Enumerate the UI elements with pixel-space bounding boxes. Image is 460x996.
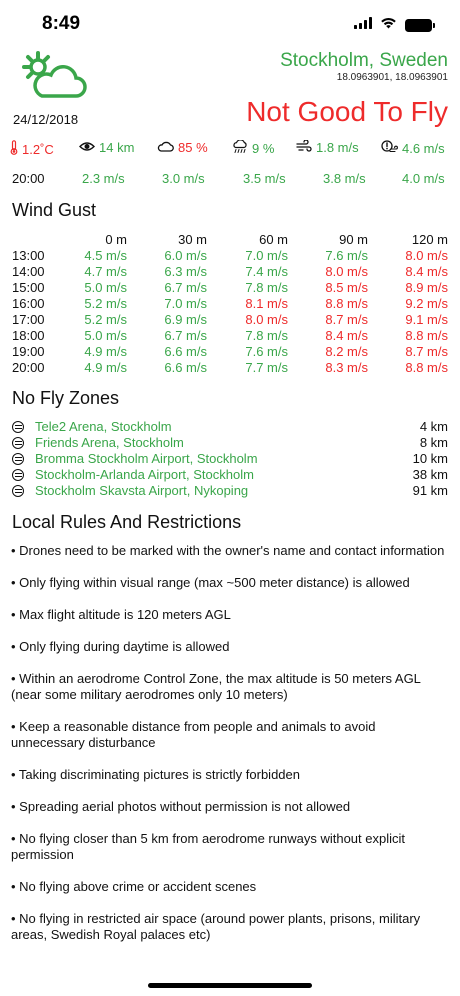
precipitation-stat <box>232 140 274 157</box>
wifi-icon <box>380 16 397 34</box>
rule-item: • Taking discriminating pictures is strictly forbidden <box>11 767 300 782</box>
location-name: Stockholm, Sweden <box>280 50 448 71</box>
wind-row-time: 20:00 <box>12 171 45 186</box>
zone-distance: 91 km <box>412 483 448 498</box>
wind-value-120m: 4.0 m/s <box>402 171 445 186</box>
row-time: 15:00 <box>12 280 45 295</box>
no-entry-icon <box>12 421 24 433</box>
wind-stat <box>296 140 359 155</box>
local-rules-title: Local Rules And Restrictions <box>12 512 242 532</box>
rule-item: • Keep a reasonable distance from people and animals to avoid unnecessary disturbance <box>11 719 376 750</box>
gust-value: 8.4 m/s <box>325 328 368 343</box>
no-entry-icon <box>12 485 24 497</box>
gust-value: 8.9 m/s <box>405 280 448 295</box>
gust-value: 8.8 m/s <box>325 296 368 311</box>
row-time: 14:00 <box>12 264 45 279</box>
zone-name: Stockholm Skavsta Airport, Nykoping <box>35 483 249 498</box>
wind-gust-title: Wind Gust <box>12 200 97 220</box>
gust-value: 6.7 m/s <box>164 280 207 295</box>
rule-item: • Within an aerodrome Control Zone, the max altitude is 50 meters AGL (near some military aerodromes only 10 meters) <box>11 671 421 702</box>
gust-value: 6.9 m/s <box>164 312 207 327</box>
row-time: 19:00 <box>12 344 45 359</box>
temperature-value: 1.2˚C <box>22 141 54 157</box>
gust-value: 6.6 m/s <box>164 344 207 359</box>
gust-value: 8.7 m/s <box>325 312 368 327</box>
gust-value: 6.6 m/s <box>164 360 207 375</box>
gust-value: 4.6 m/s <box>402 141 445 156</box>
gust-value: 8.8 m/s <box>405 360 448 375</box>
column-header: 0 m <box>105 232 127 247</box>
no-entry-icon <box>12 469 24 481</box>
gust-value: 7.7 m/s <box>245 360 288 375</box>
gust-value: 8.4 m/s <box>405 264 448 279</box>
gust-value: 7.0 m/s <box>164 296 207 311</box>
cellular-signal-icon <box>354 16 372 34</box>
zone-name: Friends Arena, Stockholm <box>35 435 184 450</box>
battery-icon <box>405 19 432 32</box>
no-fly-zone-item[interactable] <box>0 435 460 451</box>
status-bar <box>0 0 460 48</box>
gust-value: 8.5 m/s <box>325 280 368 295</box>
gust-value: 8.3 m/s <box>325 360 368 375</box>
rule-item: • No flying in restricted air space (around power plants, prisons, military areas, Swedish Royal palaces etc) <box>11 911 421 942</box>
gust-value: 8.0 m/s <box>245 312 288 327</box>
no-fly-zones-title: No Fly Zones <box>12 388 120 408</box>
cloud-cover-value: 85 % <box>178 140 208 155</box>
row-time: 20:00 <box>12 360 45 375</box>
table-row <box>0 264 460 280</box>
wind-gust-rows <box>0 248 460 376</box>
gust-value: 7.8 m/s <box>245 328 288 343</box>
gust-value: 6.0 m/s <box>164 248 207 263</box>
table-header-row <box>0 232 460 248</box>
no-entry-icon <box>12 437 24 449</box>
forecast-date: 24/12/2018 <box>13 112 79 127</box>
gust-value: 9.1 m/s <box>405 312 448 327</box>
gust-value: 4.7 m/s <box>84 264 127 279</box>
gust-value: 5.0 m/s <box>84 280 127 295</box>
wind-value-0m: 2.3 m/s <box>82 171 125 186</box>
local-rules-list <box>11 543 449 959</box>
gust-value: 8.0 m/s <box>405 248 448 263</box>
temperature-stat <box>10 140 54 158</box>
column-header: 90 m <box>339 232 368 247</box>
cloud-cover-stat <box>157 140 208 155</box>
location-coordinates: 18.0963901, 18.0963901 <box>336 72 448 83</box>
gust-value: 7.8 m/s <box>245 280 288 295</box>
column-header: 60 m <box>259 232 288 247</box>
gust-value: 5.2 m/s <box>84 312 127 327</box>
row-time: 16:00 <box>12 296 45 311</box>
gust-stat <box>381 140 445 157</box>
gust-value: 4.9 m/s <box>84 360 127 375</box>
gust-value: 8.7 m/s <box>405 344 448 359</box>
gust-value: 7.6 m/s <box>325 248 368 263</box>
rule-item: • Only flying within visual range (max ~500 meter distance) is allowed <box>11 575 410 590</box>
visibility-stat <box>79 140 134 155</box>
gust-value: 8.2 m/s <box>325 344 368 359</box>
zone-distance: 4 km <box>419 419 448 434</box>
column-header: 120 m <box>411 232 448 247</box>
gust-value: 8.8 m/s <box>405 328 448 343</box>
gust-value: 7.6 m/s <box>245 344 288 359</box>
gust-value: 5.2 m/s <box>84 296 127 311</box>
zone-name: Tele2 Arena, Stockholm <box>35 419 172 434</box>
gust-value: 5.0 m/s <box>84 328 127 343</box>
gust-icon <box>381 140 398 157</box>
fly-verdict: Not Good To Fly <box>246 96 448 127</box>
wind-value: 1.8 m/s <box>316 140 359 155</box>
eye-icon <box>79 140 95 155</box>
zone-name: Stockholm-Arlanda Airport, Stockholm <box>35 467 254 482</box>
visibility-value: 14 km <box>99 140 135 155</box>
gust-value: 4.9 m/s <box>84 344 127 359</box>
table-row <box>0 328 460 344</box>
rule-item: • No flying closer than 5 km from aerodrome runways without explicit permission <box>11 831 405 862</box>
row-time: 13:00 <box>12 248 45 263</box>
rule-item: • No flying above crime or accident scenes <box>11 879 257 894</box>
gust-value: 6.3 m/s <box>164 264 207 279</box>
no-fly-zone-list <box>0 419 460 499</box>
wind-value-90m: 3.8 m/s <box>323 171 366 186</box>
table-row <box>0 312 460 328</box>
status-time: 8:49 <box>42 13 81 34</box>
weather-stats <box>0 140 460 160</box>
rule-item: • Only flying during daytime is allowed <box>11 639 230 654</box>
gust-value: 7.4 m/s <box>245 264 288 279</box>
gust-value: 6.7 m/s <box>164 328 207 343</box>
wind-icon <box>296 140 312 155</box>
wind-value-30m: 3.0 m/s <box>162 171 205 186</box>
rule-item: • Spreading aerial photos without permission is not allowed <box>11 799 351 814</box>
rule-item: • Drones need to be marked with the owner's name and contact information <box>11 543 445 558</box>
partly-cloudy-icon <box>20 50 88 102</box>
zone-distance: 8 km <box>419 435 448 450</box>
cloud-icon <box>157 140 174 155</box>
table-row <box>0 248 460 264</box>
zone-distance: 38 km <box>412 467 448 482</box>
rain-cloud-icon <box>232 140 248 157</box>
table-row <box>0 360 460 376</box>
column-header: 30 m <box>178 232 207 247</box>
status-icons <box>354 16 432 34</box>
no-fly-zone-item[interactable] <box>0 419 460 435</box>
gust-value: 7.0 m/s <box>245 248 288 263</box>
zone-name: Bromma Stockholm Airport, Stockholm <box>35 451 258 466</box>
table-row <box>0 280 460 296</box>
table-row <box>0 344 460 360</box>
gust-value: 8.0 m/s <box>325 264 368 279</box>
no-fly-zone-item[interactable] <box>0 467 460 483</box>
rule-item: • Max flight altitude is 120 meters AGL <box>11 607 231 622</box>
wind-value-60m: 3.5 m/s <box>243 171 286 186</box>
gust-value: 4.5 m/s <box>84 248 127 263</box>
precipitation-value: 9 % <box>252 141 275 156</box>
table-row <box>0 296 460 312</box>
thermometer-icon <box>10 140 18 158</box>
no-entry-icon <box>12 453 24 465</box>
wind-row-20 <box>0 171 460 189</box>
gust-value: 8.1 m/s <box>245 296 288 311</box>
row-time: 18:00 <box>12 328 45 343</box>
gust-value: 9.2 m/s <box>405 296 448 311</box>
row-time: 17:00 <box>12 312 45 327</box>
home-indicator <box>148 983 312 988</box>
zone-distance: 10 km <box>412 451 448 466</box>
wind-gust-table <box>0 232 460 376</box>
no-fly-zone-item[interactable] <box>0 451 460 467</box>
no-fly-zone-item[interactable] <box>0 483 460 499</box>
